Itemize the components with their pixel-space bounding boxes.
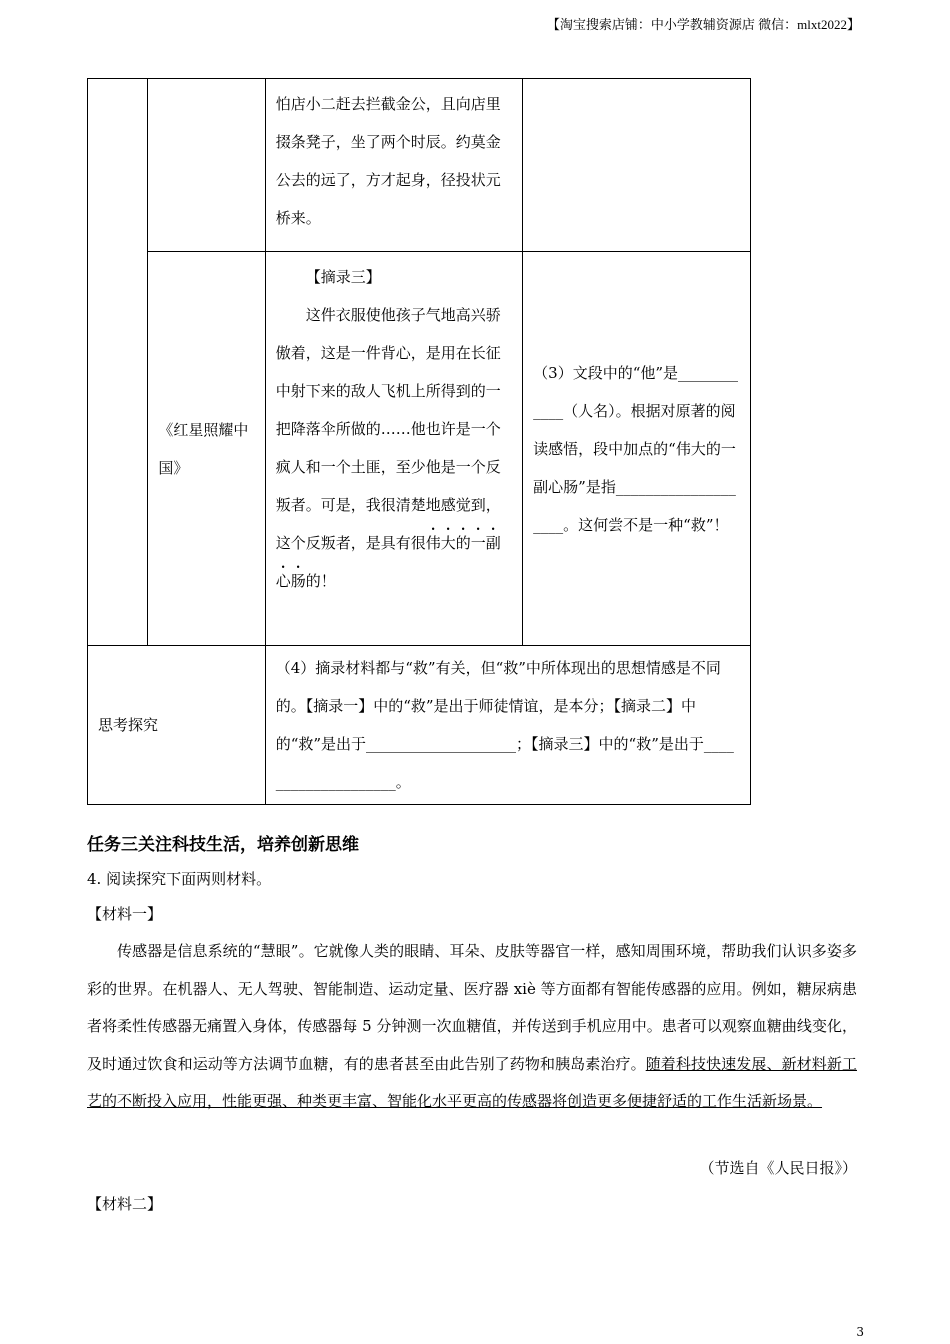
question-three-cell [523, 252, 751, 646]
material-one-paragraph [87, 933, 857, 1121]
material-one-underlined: 随着科技快速发展、新材料新工艺的不断投入应用，性能更强、种类更丰富、智能化水平更高的传感器将创造更多便捷舒适的工作生活新场景。 [87, 1054, 857, 1110]
excerpt-two-cont-cell [265, 79, 522, 252]
excerpt-three-text [276, 296, 512, 600]
material-one-text: 传感器是信息系统的“慧眼”。它就像人类的眼睛、耳朵、皮肤等器官一样，感知周围环境，帮助我们认识多姿多彩的世界。在机器人、无人驾驶、智能制造、运动定量、医疗器 xiè 等方面都有智能传感器的应用。例如，糖尿病患者将柔性传感器无痛置入身体，传感器每 5 分钟测一次血糖值，并传送到手机应用中。患者可以观察血糖曲线变化，及时通过饮食和运动等方法调节血糖，有的患者甚至由此告别了药物和胰岛素治疗。 [87, 942, 857, 1073]
task-cell [88, 79, 148, 646]
question-four-text: （4）摘录材料都与“救”有关，但“救”中所体现出的思想情感是不同的。【摘录一】中的“救”是出于师徒情谊，是本分；【摘录二】中的“救”是出于____________________；【摘录三】中的“救”是出于____________________。 [275, 659, 734, 791]
material-two-label: 【材料二】 [87, 1195, 163, 1213]
table-row [88, 79, 751, 252]
question-4-prompt: 4. 阅读探究下面两则材料。 [87, 870, 272, 888]
excerpt-two-cont-text: 怕店小二赶去拦截金公，且向店里掇条凳子，坐了两个时辰。约莫金公去的远了，方才起身，径投状元桥来。 [275, 95, 501, 227]
page-header: 【淘宝搜索店铺：中小学教辅资源店 微信：mlxt2022】 [546, 17, 860, 32]
excerpt-three-end: 的！ [305, 572, 336, 590]
book-cell [148, 252, 265, 646]
excerpt-three-label: 【摘录三】 [305, 268, 381, 286]
material-one-source: （节选自《人民日报》） [699, 1159, 857, 1177]
table-row [88, 646, 751, 805]
excerpt-three-body: 这件衣服使他孩子气地高兴骄傲着，这是一件背心，是用在长征中射下来的敌人飞机上所得到的一把降落伞所做的……他也许是一个疯人和一个土匪，至少他是一个反叛者。可是，我很清楚地感觉到，这个反叛者，是具有很 [275, 306, 501, 552]
question-four-cell [265, 646, 750, 805]
table-row [88, 252, 751, 646]
think-explore-cell [88, 646, 266, 805]
section-title: 任务三关注科技生活，培养创新思维 [87, 835, 359, 855]
emphasis-phrase: 伟大的一副心肠 [275, 534, 501, 590]
book-cell [148, 79, 265, 252]
material-one-label: 【材料一】 [87, 905, 163, 923]
question-three-text: （3）文段中的“他”是____________（人名）。根据对原著的阅读感悟，段中加点的“伟大的一副心肠”是指____________________。这何尝不是一种“救”！ [533, 363, 739, 534]
answer-cell [523, 79, 751, 252]
excerpt-three-cell [265, 252, 522, 646]
think-explore-label: 思考探究 [98, 716, 159, 734]
book-title: 《红星照耀中国》 [158, 420, 249, 477]
reading-table [87, 78, 751, 805]
page-number: 3 [856, 1325, 864, 1339]
